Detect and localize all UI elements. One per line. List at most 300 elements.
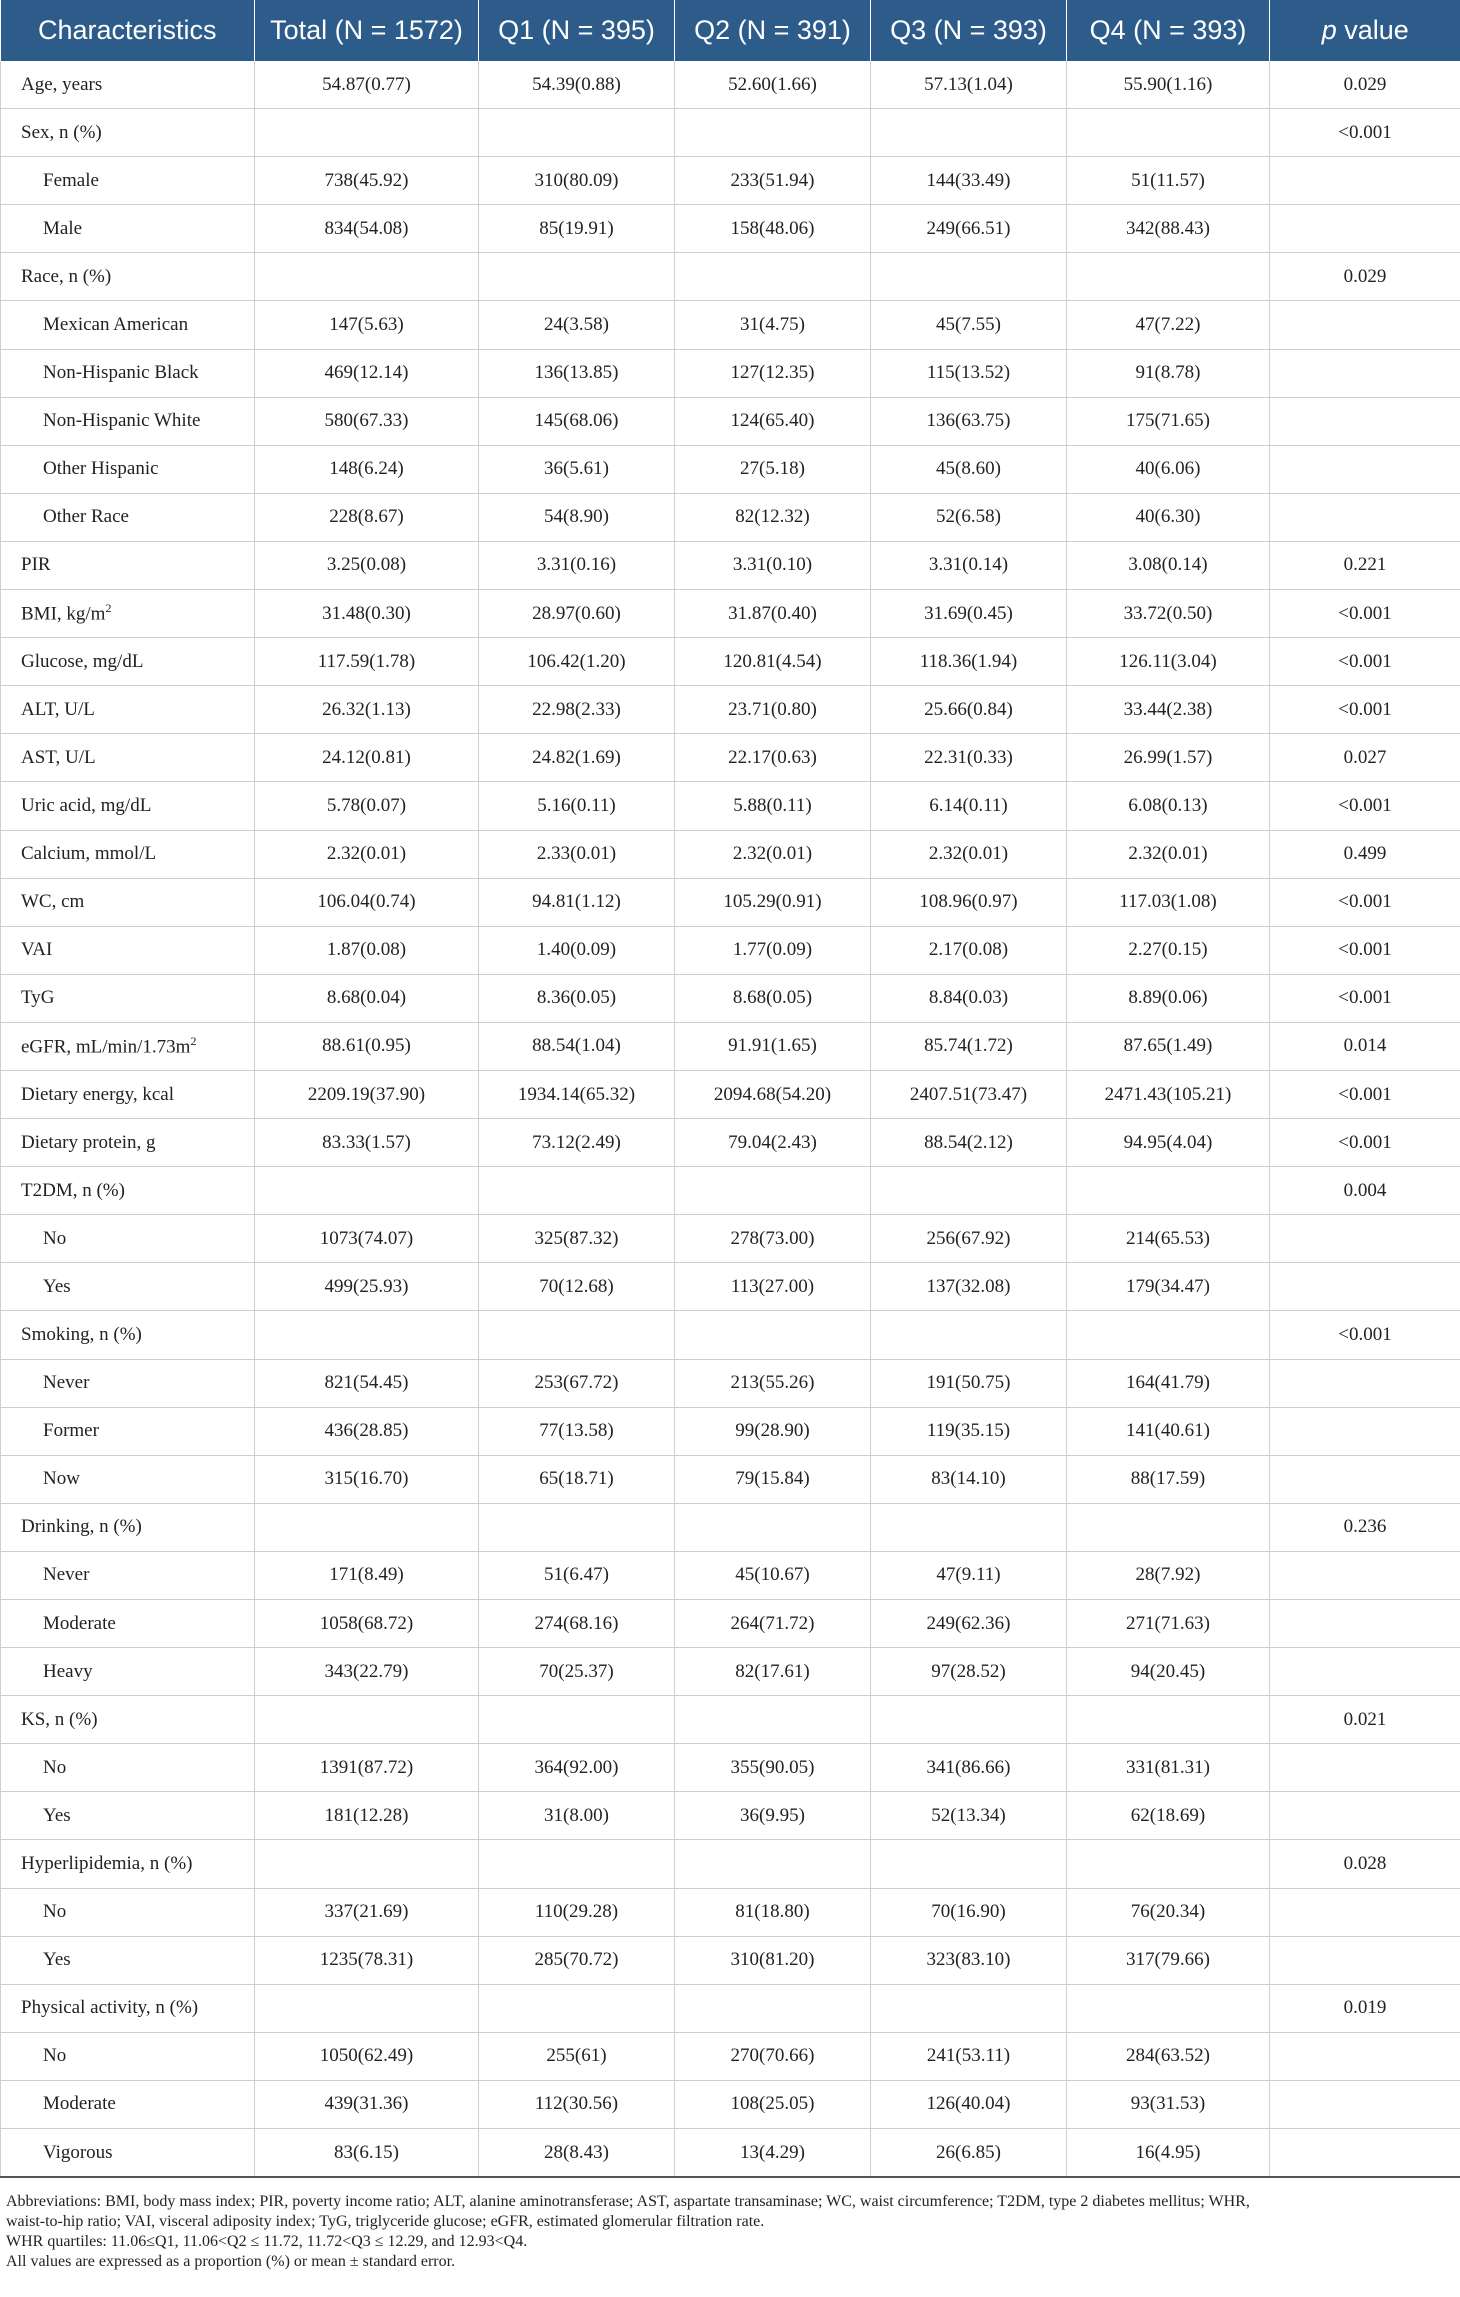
q2-cell: 105.29(0.91) bbox=[675, 878, 871, 926]
q1-cell: 112(30.56) bbox=[479, 2080, 675, 2128]
row-label: TyG bbox=[21, 987, 55, 1009]
p-value-cell bbox=[1270, 1359, 1460, 1407]
q3-cell: 2407.51(73.47) bbox=[871, 1070, 1067, 1118]
q2-cell: 1.77(0.09) bbox=[675, 926, 871, 974]
q1-cell bbox=[479, 1696, 675, 1744]
row-label: Female bbox=[43, 169, 99, 191]
q1-cell: 364(92.00) bbox=[479, 1744, 675, 1792]
row-label-cell bbox=[1, 1455, 255, 1503]
q4-cell: 94.95(4.04) bbox=[1067, 1119, 1270, 1167]
total-cell: 117.59(1.78) bbox=[255, 638, 479, 686]
p-value-cell bbox=[1270, 1263, 1460, 1311]
q3-cell: 115(13.52) bbox=[871, 349, 1067, 397]
row-label-cell bbox=[1, 541, 255, 589]
table-row bbox=[1, 1551, 1460, 1599]
q4-cell: 271(71.63) bbox=[1067, 1600, 1270, 1648]
total-cell: 315(16.70) bbox=[255, 1455, 479, 1503]
table-row bbox=[1, 1984, 1460, 2032]
p-value-cell bbox=[1270, 2129, 1460, 2178]
q1-cell: 54(8.90) bbox=[479, 493, 675, 541]
total-cell: 1.87(0.08) bbox=[255, 926, 479, 974]
q3-cell bbox=[871, 1167, 1067, 1215]
q4-cell bbox=[1067, 109, 1270, 157]
q4-cell: 87.65(1.49) bbox=[1067, 1022, 1270, 1070]
q3-cell: 249(66.51) bbox=[871, 205, 1067, 253]
total-cell: 821(54.45) bbox=[255, 1359, 479, 1407]
q1-cell: 70(25.37) bbox=[479, 1648, 675, 1696]
q3-cell: 108.96(0.97) bbox=[871, 878, 1067, 926]
p-value-cell: <0.001 bbox=[1270, 926, 1460, 974]
q1-cell: 310(80.09) bbox=[479, 157, 675, 205]
q1-cell: 94.81(1.12) bbox=[479, 878, 675, 926]
total-cell: 1391(87.72) bbox=[255, 1744, 479, 1792]
q3-cell: 47(9.11) bbox=[871, 1551, 1067, 1599]
q2-cell: 120.81(4.54) bbox=[675, 638, 871, 686]
q2-cell bbox=[675, 1696, 871, 1744]
row-label-cell bbox=[1, 782, 255, 830]
q3-cell: 45(7.55) bbox=[871, 301, 1067, 349]
total-cell bbox=[255, 1840, 479, 1888]
q4-cell: 175(71.65) bbox=[1067, 397, 1270, 445]
p-value-cell: 0.021 bbox=[1270, 1696, 1460, 1744]
total-cell: 1050(62.49) bbox=[255, 2032, 479, 2080]
total-cell: 88.61(0.95) bbox=[255, 1022, 479, 1070]
row-label-cell bbox=[1, 1696, 255, 1744]
row-label: eGFR, mL/min/1.73m bbox=[21, 1036, 191, 1058]
q4-cell: 40(6.06) bbox=[1067, 445, 1270, 493]
q3-cell bbox=[871, 1311, 1067, 1359]
total-cell: 337(21.69) bbox=[255, 1888, 479, 1936]
table-row bbox=[1, 157, 1460, 205]
row-label: Uric acid, mg/dL bbox=[21, 794, 152, 816]
q2-cell bbox=[675, 1984, 871, 2032]
p-value-cell: 0.221 bbox=[1270, 541, 1460, 589]
q2-cell: 82(12.32) bbox=[675, 493, 871, 541]
q1-cell: 51(6.47) bbox=[479, 1551, 675, 1599]
row-label: KS, n (%) bbox=[21, 1708, 98, 1730]
q4-cell: 284(63.52) bbox=[1067, 2032, 1270, 2080]
table-row bbox=[1, 1840, 1460, 1888]
q3-cell: 83(14.10) bbox=[871, 1455, 1067, 1503]
header-total: Total (N = 1572) bbox=[255, 0, 479, 61]
total-cell: 469(12.14) bbox=[255, 349, 479, 397]
total-cell: 3.25(0.08) bbox=[255, 541, 479, 589]
row-label-cell bbox=[1, 2129, 255, 2178]
table-row bbox=[1, 109, 1460, 157]
p-value-cell bbox=[1270, 1215, 1460, 1263]
row-label: Moderate bbox=[43, 1612, 116, 1634]
table-row bbox=[1, 493, 1460, 541]
total-cell: 1058(68.72) bbox=[255, 1600, 479, 1648]
row-label-cell bbox=[1, 253, 255, 301]
q4-cell: 2.27(0.15) bbox=[1067, 926, 1270, 974]
q3-cell: 70(16.90) bbox=[871, 1888, 1067, 1936]
q1-cell: 85(19.91) bbox=[479, 205, 675, 253]
q1-cell: 24(3.58) bbox=[479, 301, 675, 349]
q4-cell: 141(40.61) bbox=[1067, 1407, 1270, 1455]
q4-cell bbox=[1067, 1696, 1270, 1744]
q4-cell: 47(7.22) bbox=[1067, 301, 1270, 349]
q2-cell: 264(71.72) bbox=[675, 1600, 871, 1648]
row-label-cell bbox=[1, 1119, 255, 1167]
q1-cell: 24.82(1.69) bbox=[479, 734, 675, 782]
q1-cell: 1934.14(65.32) bbox=[479, 1070, 675, 1118]
total-cell: 31.48(0.30) bbox=[255, 590, 479, 638]
row-label: No bbox=[43, 2045, 67, 2067]
header-value-label: value bbox=[1344, 15, 1409, 45]
q3-cell: 2.17(0.08) bbox=[871, 926, 1067, 974]
table-row bbox=[1, 397, 1460, 445]
q3-cell: 45(8.60) bbox=[871, 445, 1067, 493]
row-label: AST, U/L bbox=[21, 746, 96, 768]
row-label-cell bbox=[1, 1359, 255, 1407]
q1-cell bbox=[479, 1167, 675, 1215]
q1-cell bbox=[479, 1984, 675, 2032]
table-row bbox=[1, 1503, 1460, 1551]
q2-cell: 82(17.61) bbox=[675, 1648, 871, 1696]
q4-cell: 16(4.95) bbox=[1067, 2129, 1270, 2178]
total-cell bbox=[255, 1503, 479, 1551]
q2-cell: 23.71(0.80) bbox=[675, 686, 871, 734]
row-label: Hyperlipidemia, n (%) bbox=[21, 1853, 193, 1875]
total-cell: 106.04(0.74) bbox=[255, 878, 479, 926]
row-label-cell bbox=[1, 1840, 255, 1888]
p-value-cell bbox=[1270, 349, 1460, 397]
header-p-value bbox=[1270, 0, 1460, 61]
q1-cell bbox=[479, 109, 675, 157]
q3-cell: 3.31(0.14) bbox=[871, 541, 1067, 589]
row-label: Yes bbox=[43, 1804, 71, 1826]
q2-cell bbox=[675, 1840, 871, 1888]
p-value-cell bbox=[1270, 1455, 1460, 1503]
row-label: T2DM, n (%) bbox=[21, 1179, 125, 1201]
p-value-cell: <0.001 bbox=[1270, 878, 1460, 926]
q3-cell: 52(13.34) bbox=[871, 1792, 1067, 1840]
row-label: Calcium, mmol/L bbox=[21, 843, 157, 865]
q2-cell: 79.04(2.43) bbox=[675, 1119, 871, 1167]
total-cell: 147(5.63) bbox=[255, 301, 479, 349]
row-label-cell bbox=[1, 349, 255, 397]
row-label: Race, n (%) bbox=[21, 265, 112, 287]
table-row bbox=[1, 734, 1460, 782]
q2-cell: 127(12.35) bbox=[675, 349, 871, 397]
q3-cell: 26(6.85) bbox=[871, 2129, 1067, 2178]
row-label: Other Hispanic bbox=[43, 458, 159, 480]
row-label: BMI, kg/m bbox=[21, 603, 106, 625]
header-q4: Q4 (N = 393) bbox=[1067, 0, 1270, 61]
q1-cell: 255(61) bbox=[479, 2032, 675, 2080]
q4-cell: 3.08(0.14) bbox=[1067, 541, 1270, 589]
q1-cell: 136(13.85) bbox=[479, 349, 675, 397]
q1-cell: 77(13.58) bbox=[479, 1407, 675, 1455]
q4-cell: 76(20.34) bbox=[1067, 1888, 1270, 1936]
row-label: Yes bbox=[43, 1275, 71, 1297]
table-row bbox=[1, 1119, 1460, 1167]
table-row bbox=[1, 638, 1460, 686]
header-q3: Q3 (N = 393) bbox=[871, 0, 1067, 61]
header-q2: Q2 (N = 391) bbox=[675, 0, 871, 61]
q1-cell: 325(87.32) bbox=[479, 1215, 675, 1263]
total-cell: 738(45.92) bbox=[255, 157, 479, 205]
q3-cell: 85.74(1.72) bbox=[871, 1022, 1067, 1070]
row-label-cell bbox=[1, 157, 255, 205]
row-label-cell bbox=[1, 974, 255, 1022]
row-label-cell bbox=[1, 878, 255, 926]
row-label: Vigorous bbox=[43, 2141, 113, 2163]
table-row bbox=[1, 2129, 1460, 2178]
p-value-cell bbox=[1270, 1648, 1460, 1696]
table-row bbox=[1, 1792, 1460, 1840]
total-cell: 228(8.67) bbox=[255, 493, 479, 541]
row-label-cell bbox=[1, 61, 255, 109]
total-cell: 54.87(0.77) bbox=[255, 61, 479, 109]
row-label: Smoking, n (%) bbox=[21, 1323, 142, 1345]
table-row bbox=[1, 1022, 1460, 1070]
q1-cell: 106.42(1.20) bbox=[479, 638, 675, 686]
q2-cell: 31.87(0.40) bbox=[675, 590, 871, 638]
row-label-cell bbox=[1, 301, 255, 349]
table-row bbox=[1, 1407, 1460, 1455]
q1-cell: 65(18.71) bbox=[479, 1455, 675, 1503]
total-cell: 439(31.36) bbox=[255, 2080, 479, 2128]
total-cell bbox=[255, 253, 479, 301]
q2-cell bbox=[675, 1311, 871, 1359]
q4-cell: 342(88.43) bbox=[1067, 205, 1270, 253]
q4-cell: 33.72(0.50) bbox=[1067, 590, 1270, 638]
total-cell: 499(25.93) bbox=[255, 1263, 479, 1311]
total-cell: 1235(78.31) bbox=[255, 1936, 479, 1984]
q3-cell: 31.69(0.45) bbox=[871, 590, 1067, 638]
q4-cell: 93(31.53) bbox=[1067, 2080, 1270, 2128]
row-label-cell bbox=[1, 1551, 255, 1599]
table-row bbox=[1, 1167, 1460, 1215]
q3-cell: 119(35.15) bbox=[871, 1407, 1067, 1455]
row-label-cell bbox=[1, 1407, 255, 1455]
q3-cell: 97(28.52) bbox=[871, 1648, 1067, 1696]
q1-cell: 31(8.00) bbox=[479, 1792, 675, 1840]
q3-cell: 256(67.92) bbox=[871, 1215, 1067, 1263]
row-label-cell bbox=[1, 1984, 255, 2032]
table-row bbox=[1, 878, 1460, 926]
q2-cell: 2094.68(54.20) bbox=[675, 1070, 871, 1118]
row-label-cell bbox=[1, 1792, 255, 1840]
q4-cell: 8.89(0.06) bbox=[1067, 974, 1270, 1022]
q4-cell: 28(7.92) bbox=[1067, 1551, 1270, 1599]
row-label-cell bbox=[1, 686, 255, 734]
p-value-cell bbox=[1270, 493, 1460, 541]
q1-cell: 22.98(2.33) bbox=[479, 686, 675, 734]
p-value-cell bbox=[1270, 1407, 1460, 1455]
row-label-cell bbox=[1, 926, 255, 974]
q3-cell bbox=[871, 109, 1067, 157]
row-label: VAI bbox=[21, 939, 53, 961]
q2-cell: 31(4.75) bbox=[675, 301, 871, 349]
row-label: Dietary protein, g bbox=[21, 1131, 156, 1153]
p-value-cell bbox=[1270, 1600, 1460, 1648]
table-row bbox=[1, 1215, 1460, 1263]
row-label-cell bbox=[1, 1744, 255, 1792]
row-label-cell bbox=[1, 2080, 255, 2128]
row-label: Former bbox=[43, 1420, 99, 1442]
q1-cell: 36(5.61) bbox=[479, 445, 675, 493]
total-cell: 83(6.15) bbox=[255, 2129, 479, 2178]
row-label-cell bbox=[1, 493, 255, 541]
p-value-cell: 0.027 bbox=[1270, 734, 1460, 782]
q2-cell: 270(70.66) bbox=[675, 2032, 871, 2080]
table-row bbox=[1, 1359, 1460, 1407]
q2-cell: 2.32(0.01) bbox=[675, 830, 871, 878]
p-value-cell: <0.001 bbox=[1270, 782, 1460, 830]
q3-cell: 118.36(1.94) bbox=[871, 638, 1067, 686]
footnote-line: WHR quartiles: 11.06≤Q1, 11.06<Q2 ≤ 11.72, 11.72<Q3 ≤ 12.29, and 12.93<Q4. bbox=[6, 2233, 528, 2251]
q3-cell: 126(40.04) bbox=[871, 2080, 1067, 2128]
q4-cell: 91(8.78) bbox=[1067, 349, 1270, 397]
q4-cell: 62(18.69) bbox=[1067, 1792, 1270, 1840]
p-value-cell: <0.001 bbox=[1270, 686, 1460, 734]
q2-cell bbox=[675, 109, 871, 157]
q2-cell bbox=[675, 1167, 871, 1215]
row-label: Non-Hispanic Black bbox=[43, 362, 199, 384]
row-label: Dietary energy, kcal bbox=[21, 1083, 174, 1105]
table-row bbox=[1, 2080, 1460, 2128]
total-cell bbox=[255, 1167, 479, 1215]
p-value-cell bbox=[1270, 1792, 1460, 1840]
total-cell: 436(28.85) bbox=[255, 1407, 479, 1455]
q2-cell: 310(81.20) bbox=[675, 1936, 871, 1984]
total-cell: 181(12.28) bbox=[255, 1792, 479, 1840]
p-value-cell: 0.499 bbox=[1270, 830, 1460, 878]
q2-cell: 3.31(0.10) bbox=[675, 541, 871, 589]
table-row bbox=[1, 1263, 1460, 1311]
q4-cell bbox=[1067, 1503, 1270, 1551]
q3-cell: 57.13(1.04) bbox=[871, 61, 1067, 109]
row-label-cell bbox=[1, 2032, 255, 2080]
total-cell: 26.32(1.13) bbox=[255, 686, 479, 734]
p-value-cell: 0.028 bbox=[1270, 1840, 1460, 1888]
p-value-cell: 0.029 bbox=[1270, 253, 1460, 301]
q1-cell bbox=[479, 1311, 675, 1359]
q4-cell: 2471.43(105.21) bbox=[1067, 1070, 1270, 1118]
q2-cell: 8.68(0.05) bbox=[675, 974, 871, 1022]
footnotes bbox=[0, 2178, 1460, 2272]
q4-cell: 40(6.30) bbox=[1067, 493, 1270, 541]
q2-cell: 124(65.40) bbox=[675, 397, 871, 445]
q1-cell: 88.54(1.04) bbox=[479, 1022, 675, 1070]
q1-cell: 70(12.68) bbox=[479, 1263, 675, 1311]
q3-cell: 249(62.36) bbox=[871, 1600, 1067, 1648]
q1-cell: 285(70.72) bbox=[479, 1936, 675, 1984]
q4-cell: 331(81.31) bbox=[1067, 1744, 1270, 1792]
row-label-cell bbox=[1, 1070, 255, 1118]
total-cell: 148(6.24) bbox=[255, 445, 479, 493]
q2-cell: 355(90.05) bbox=[675, 1744, 871, 1792]
q1-cell: 8.36(0.05) bbox=[479, 974, 675, 1022]
row-label-cell bbox=[1, 590, 255, 638]
row-label: Non-Hispanic White bbox=[43, 410, 201, 432]
q1-cell bbox=[479, 253, 675, 301]
total-cell: 2.32(0.01) bbox=[255, 830, 479, 878]
table-body bbox=[1, 61, 1460, 2177]
row-label: Sex, n (%) bbox=[21, 121, 102, 143]
total-cell bbox=[255, 1984, 479, 2032]
q4-cell: 164(41.79) bbox=[1067, 1359, 1270, 1407]
q1-cell: 28.97(0.60) bbox=[479, 590, 675, 638]
row-label-cell bbox=[1, 1936, 255, 1984]
q2-cell: 108(25.05) bbox=[675, 2080, 871, 2128]
q3-cell: 136(63.75) bbox=[871, 397, 1067, 445]
row-label-superscript: 2 bbox=[190, 1034, 197, 1049]
row-label: Other Race bbox=[43, 506, 129, 528]
q3-cell: 341(86.66) bbox=[871, 1744, 1067, 1792]
row-label-superscript: 2 bbox=[105, 601, 112, 616]
row-label-cell bbox=[1, 1167, 255, 1215]
q1-cell: 274(68.16) bbox=[479, 1600, 675, 1648]
q1-cell: 28(8.43) bbox=[479, 2129, 675, 2178]
p-value-cell bbox=[1270, 1551, 1460, 1599]
q4-cell bbox=[1067, 1167, 1270, 1215]
q2-cell: 113(27.00) bbox=[675, 1263, 871, 1311]
row-label-cell bbox=[1, 1648, 255, 1696]
row-label-cell bbox=[1, 1263, 255, 1311]
table-row bbox=[1, 253, 1460, 301]
q2-cell: 233(51.94) bbox=[675, 157, 871, 205]
q4-cell: 33.44(2.38) bbox=[1067, 686, 1270, 734]
row-label: No bbox=[43, 1227, 67, 1249]
q3-cell: 8.84(0.03) bbox=[871, 974, 1067, 1022]
total-cell: 8.68(0.04) bbox=[255, 974, 479, 1022]
q3-cell bbox=[871, 1840, 1067, 1888]
p-value-cell bbox=[1270, 2080, 1460, 2128]
table-row bbox=[1, 1455, 1460, 1503]
q4-cell: 6.08(0.13) bbox=[1067, 782, 1270, 830]
q3-cell: 137(32.08) bbox=[871, 1263, 1067, 1311]
q4-cell bbox=[1067, 1311, 1270, 1359]
q1-cell: 110(29.28) bbox=[479, 1888, 675, 1936]
total-cell: 171(8.49) bbox=[255, 1551, 479, 1599]
total-cell bbox=[255, 1311, 479, 1359]
row-label: No bbox=[43, 1756, 67, 1778]
p-value-cell: <0.001 bbox=[1270, 1070, 1460, 1118]
row-label: Male bbox=[43, 217, 83, 239]
footnote-line: waist-to-hip ratio; VAI, visceral adiposity index; TyG, triglyceride glucose; eGFR, estimated glomerular filtration rate. bbox=[6, 2213, 765, 2231]
q3-cell bbox=[871, 253, 1067, 301]
table-row bbox=[1, 590, 1460, 638]
p-value-cell bbox=[1270, 2032, 1460, 2080]
row-label-cell bbox=[1, 1022, 255, 1070]
q4-cell: 94(20.45) bbox=[1067, 1648, 1270, 1696]
row-label: PIR bbox=[21, 554, 51, 576]
p-value-cell: <0.001 bbox=[1270, 1119, 1460, 1167]
q3-cell: 144(33.49) bbox=[871, 157, 1067, 205]
p-value-cell: 0.014 bbox=[1270, 1022, 1460, 1070]
table-row bbox=[1, 1696, 1460, 1744]
row-label: Moderate bbox=[43, 2093, 116, 2115]
table-row bbox=[1, 1070, 1460, 1118]
p-value-cell: <0.001 bbox=[1270, 109, 1460, 157]
q2-cell: 81(18.80) bbox=[675, 1888, 871, 1936]
row-label: Never bbox=[43, 1564, 90, 1586]
row-label-cell bbox=[1, 638, 255, 686]
q4-cell: 317(79.66) bbox=[1067, 1936, 1270, 1984]
q3-cell: 191(50.75) bbox=[871, 1359, 1067, 1407]
footnote-line: All values are expressed as a proportion (%) or mean ± standard error. bbox=[6, 2253, 456, 2271]
p-value-cell: 0.029 bbox=[1270, 61, 1460, 109]
q3-cell bbox=[871, 1696, 1067, 1744]
q3-cell: 6.14(0.11) bbox=[871, 782, 1067, 830]
header-q1: Q1 (N = 395) bbox=[479, 0, 675, 61]
total-cell: 5.78(0.07) bbox=[255, 782, 479, 830]
total-cell bbox=[255, 109, 479, 157]
